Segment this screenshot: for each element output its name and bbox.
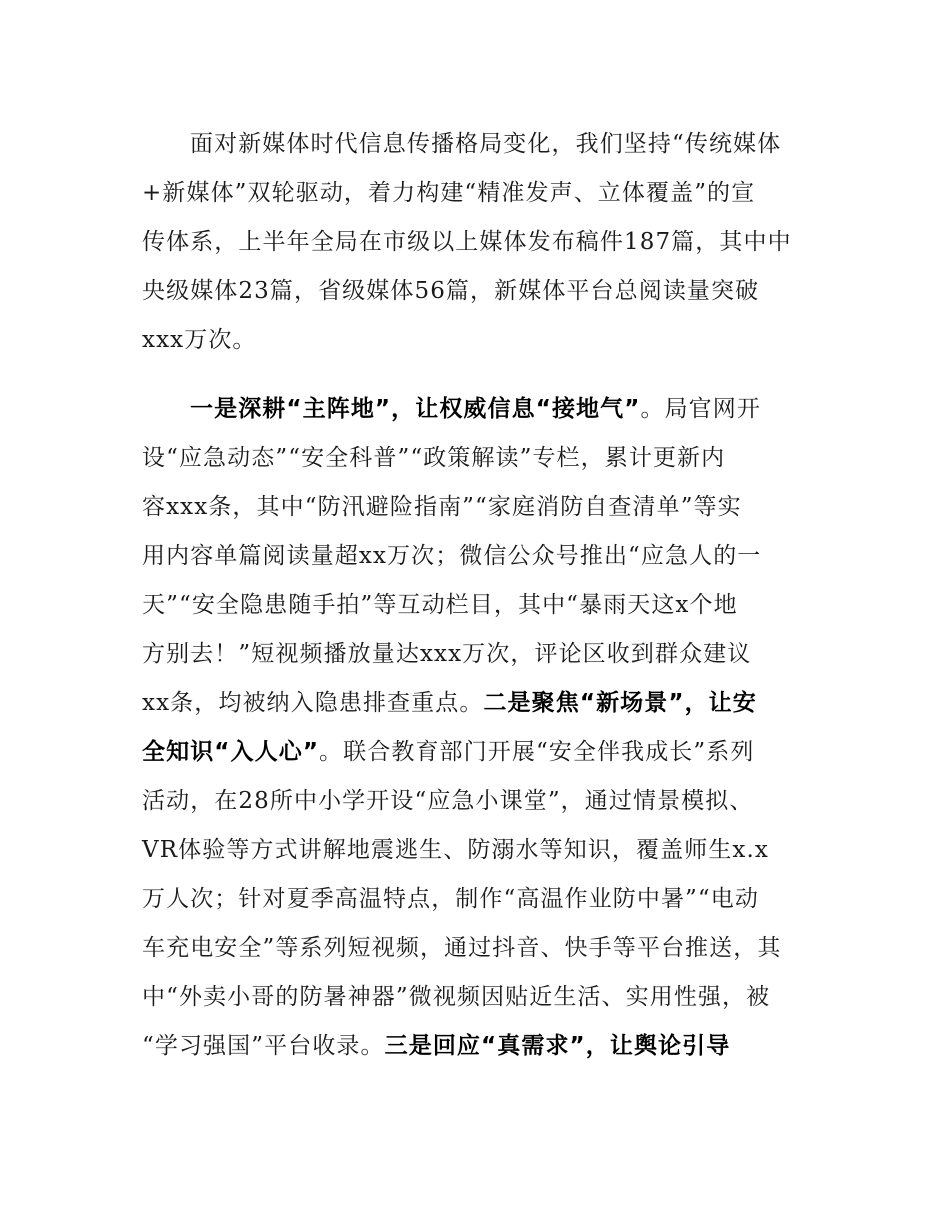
text-line: xxx万次。 <box>142 327 257 353</box>
text-line: 活动，在28所中小学开设“应急小课堂”，通过情景模拟、 <box>142 788 754 814</box>
text-line: 中“外卖小哥的防暑神器”微视频因贴近生活、实用性强，被 <box>142 984 771 1010</box>
text-line: +新媒体”双轮驱动，着力构建“精准发声、立体覆盖”的宣 <box>142 180 756 206</box>
text-line <box>142 385 822 434</box>
text-line <box>142 728 822 777</box>
text-line: 车充电安全”等系列短视频，通过抖音、快手等平台推送，其 <box>142 935 782 961</box>
text-line: 用内容单篇阅读量超xx万次；微信公众号推出“应急人的一 <box>142 543 762 569</box>
text-line: 传体系，上半年全局在市级以上媒体发布稿件187篇，其中中 <box>142 229 792 255</box>
text-line: 设“应急动态”“安全科普”“政策解读”专栏，累计更新内 <box>142 445 726 471</box>
text-line <box>142 679 822 728</box>
text-segment: 。联合教育部门开展“安全伴我成长”系列 <box>319 739 755 765</box>
text-segment: 。局官网开 <box>640 396 761 422</box>
text-segment: “学习强国”平台收录。 <box>142 1033 385 1059</box>
heading-measure-two-cont: 全知识“入人心” <box>142 739 320 765</box>
text-segment: xx条，均被纳入隐患排查重点。 <box>142 690 484 716</box>
text-line <box>142 1022 822 1071</box>
text-line: 万人次；针对夏季高温特点，制作“高温作业防中暑”“电动 <box>142 886 759 912</box>
text-line: 天”“安全隐患随手拍”等互动栏目，其中“暴雨天这x个地 <box>142 592 738 618</box>
heading-measure-three: 三是回应“真需求”，让舆论引导 <box>384 1033 731 1059</box>
heading-measure-one: 一是深耕“主阵地”，让权威信息“接地气” <box>190 396 641 422</box>
text-line: 面对新媒体时代信息传播格局变化，我们坚持“传统媒体 <box>190 131 782 157</box>
text-line: 方别去！”短视频播放量达xxx万次，评论区收到群众建议 <box>142 641 752 667</box>
heading-measure-two: 二是聚焦“新场景”，让安 <box>483 690 757 716</box>
text-line: 央级媒体23篇，省级媒体56篇，新媒体平台总阅读量突破 <box>142 278 760 304</box>
paragraph-measures <box>142 385 822 1071</box>
text-line: VR体验等方式讲解地震逃生、防溺水等知识，覆盖师生x.x <box>142 837 769 863</box>
paragraph-overview <box>142 120 822 365</box>
text-line: 容xxx条，其中“防汛避险指南”“家庭消防自查清单”等实 <box>142 494 742 520</box>
